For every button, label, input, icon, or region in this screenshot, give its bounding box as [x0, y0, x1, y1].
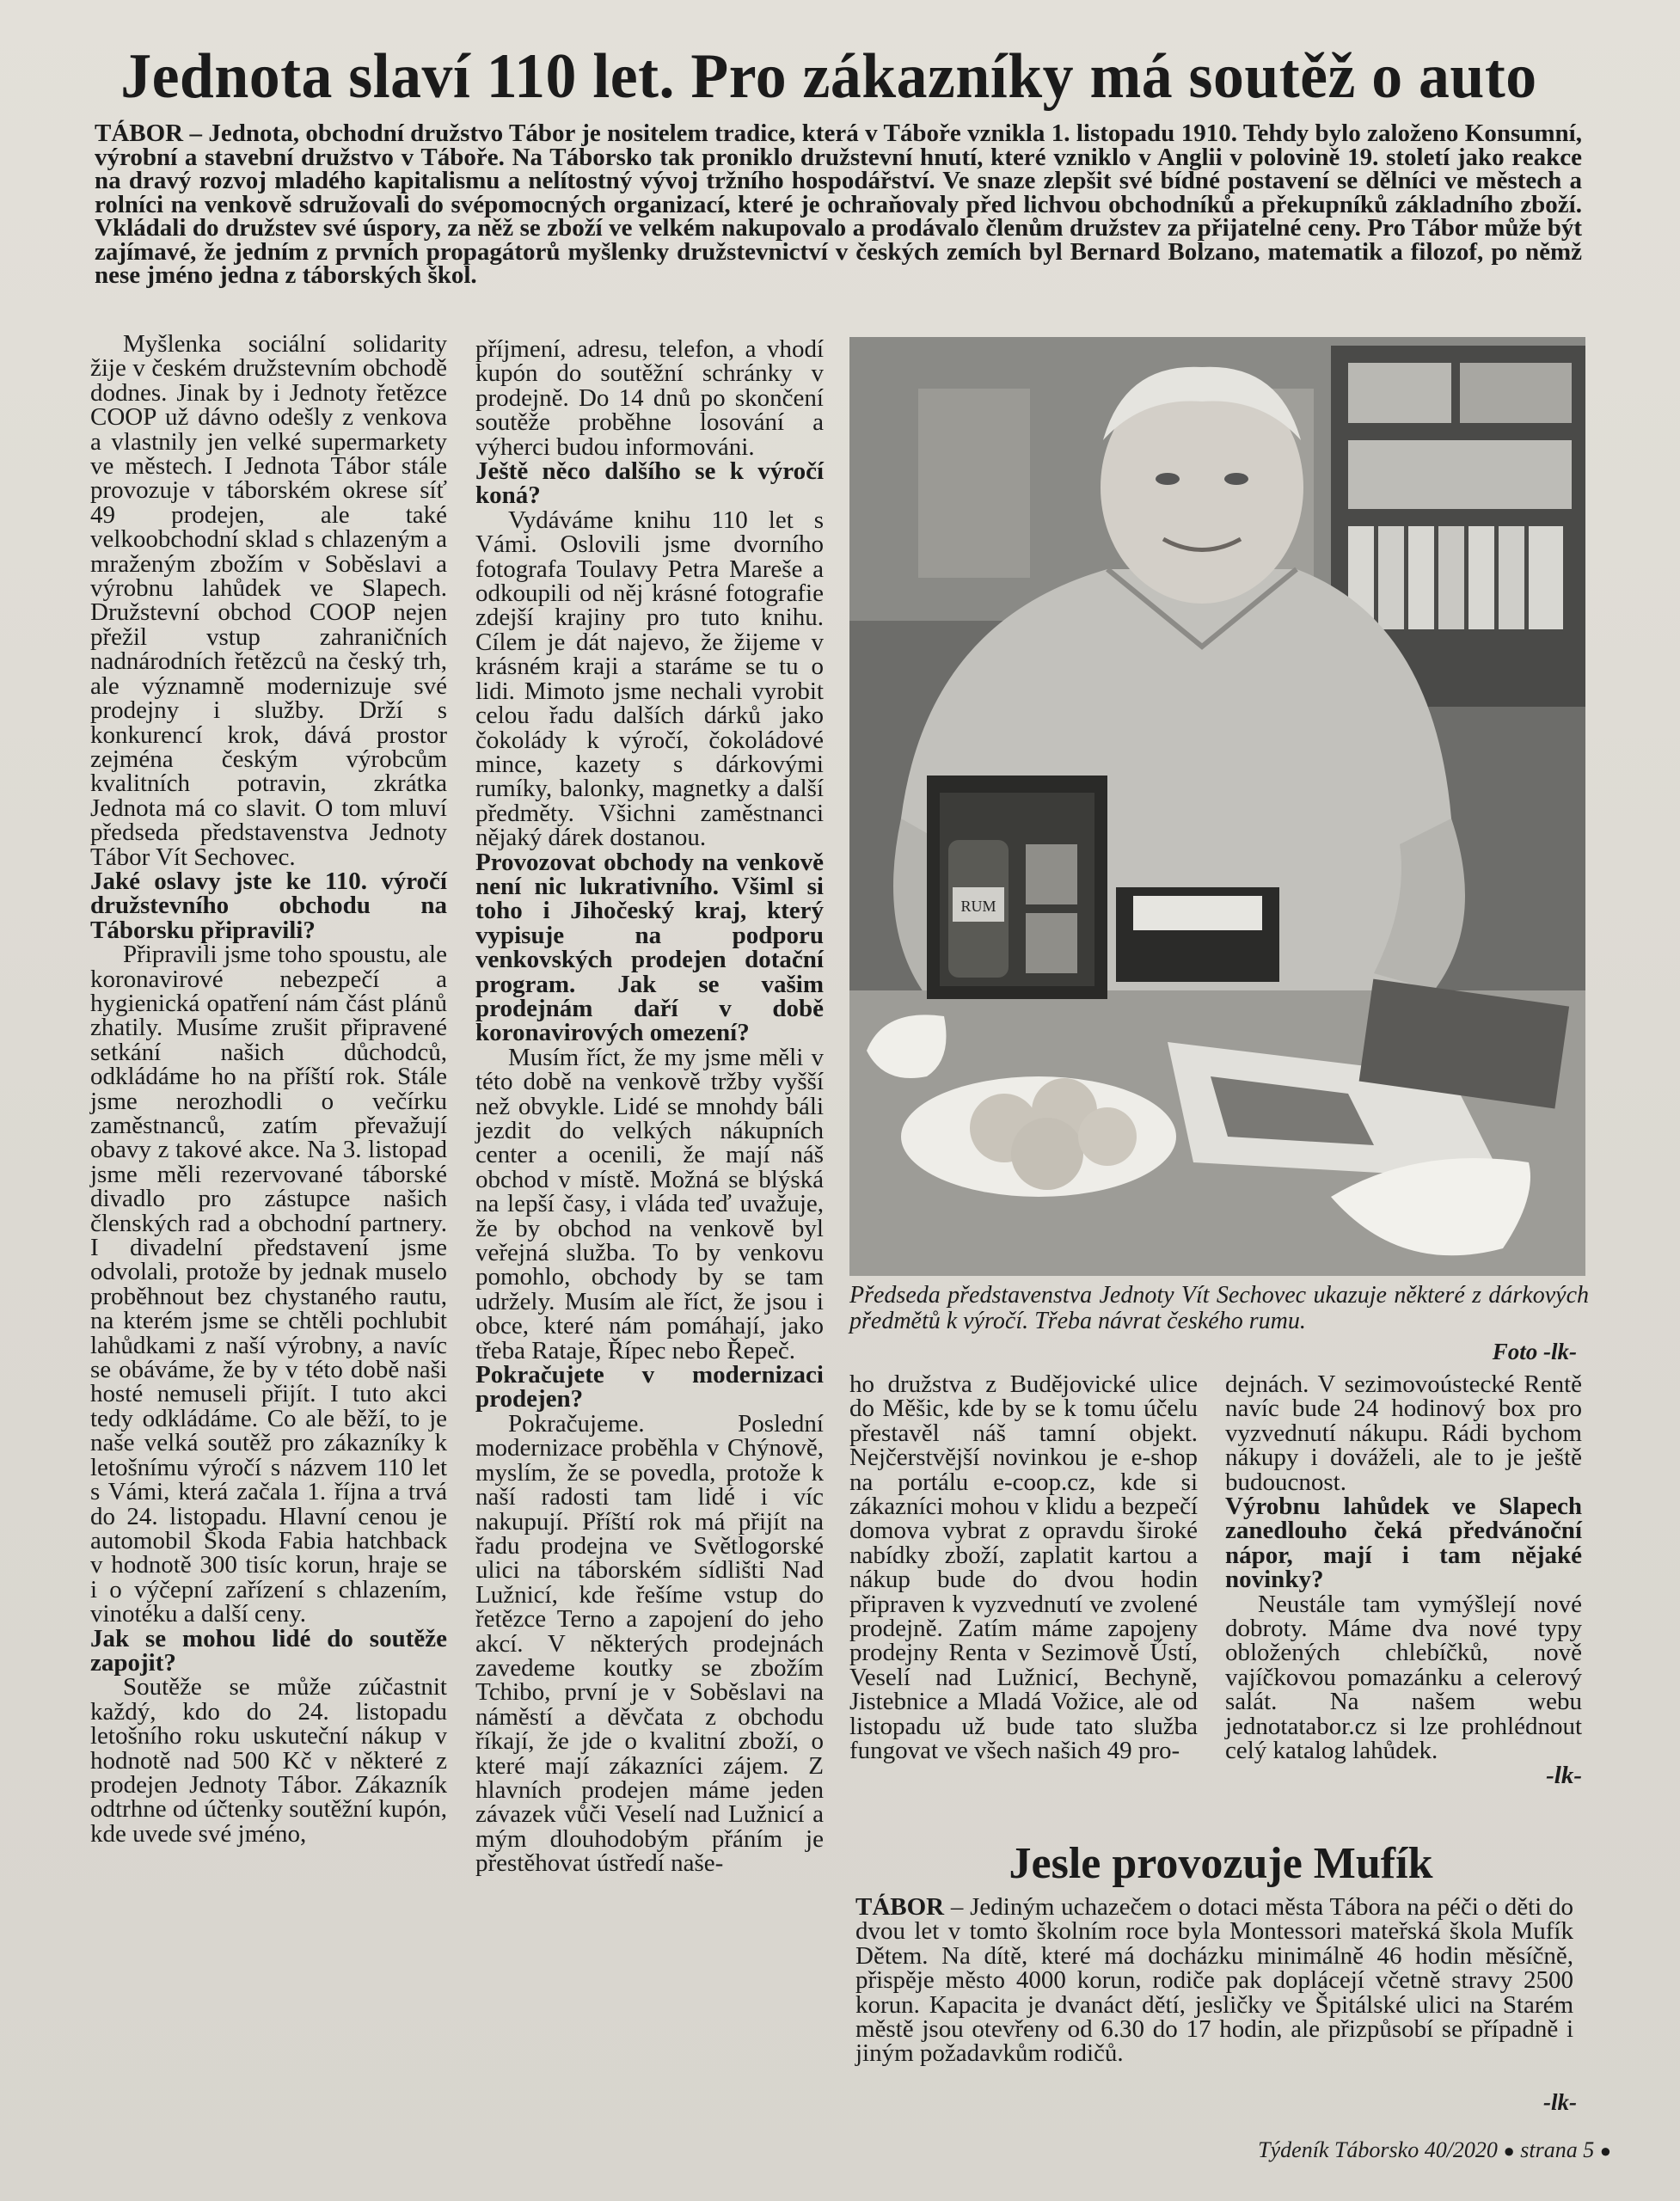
article-photo: [849, 337, 1585, 1276]
article-paragraph: dejnách. V sezimovoústecké Rentě navíc bude 24 hodinový box pro vyzvednutí nákupu. Rádi bychom nákupy i dováželi, ale to je ještě budoucnost.: [1225, 1370, 1582, 1496]
article-paragraph: Myšlenka sociální solidarity žije v českém družstevním obchodě dodnes. Jinak by i Jednoty řetězce COOP už dávno odešly z venkova a vlastnily jen velké supermarkety ve městech. I Jednota Tábor stále provozuje v táborském okrese síť 49 prodejen, ale také velkoobchodní sklad s chlazeným a mraženým zbožím v Soběslavi a výrobnu lahůdek ve Slapech. Družstevní obchod COOP nejen přežil vstup zahraničních nadnárodních řetězců na český trh, ale významně modernizuje své prodejny i služby. Drží s konkurencí krok, dává prostor zejména českým výrobcům kvalitních potravin, zkrátka Jednota má co slavit. O tom mluví předseda představenstva Jednoty Tábor Vít Sechovec.: [90, 330, 447, 871]
article-lead: TÁBOR – Jednota, obchodní družstvo Tábor je nositelem tradice, která v Táboře vznikla 1. listopadu 1910. Tehdy bylo založeno Konsumní, výrobní a stavební družstvo v Táboře. Na Táborsko tak proniklo družstevní hnutí, které vzniklo v Anglii v polovině 19. století jako reakce na dravý rozvoj mladého kapitalismu a nelítostný vývoj tržního hospodářství. Ve snaze zlepšit své bídné postavení se dělníci ve městech a rolníci na venkově sdružovali do svépomocných organizací, které je ochraňovaly před lichvou obchodníků a překupníků základního zboží. Vkládali do družstev své úspory, za něž se zboží ve velkém nakupovalo a prodávalo členům družstev za přijatelné ceny. Pro Tábor může být zajímavé, že jedním z prvních propagátorů myšlenky družstevnictví v českých zemích byl Bernard Bolzano, matematik a filozof, po němž nese jméno jedna z táborských škol.: [95, 120, 1582, 289]
article-paragraph: Musím říct, že my jsme měli v této době na venkově tržby vyšší než obvykle. Lidé se mnohdy báli jezdit do velkých nákupních center a ocenili, že mají náš obchod v místě. Možná se blýská na lepší časy, i vláda teď uvažuje, že by obchod na venkově byl veřejná služba. To by venkovu pomohlo, obchody by se tam udržely. Musím ale říct, že jsou i obce, které nám pomáhají, jako třeba Rataje, Řípec nebo Řepeč.: [475, 1043, 824, 1364]
photo-illustration: [849, 337, 1585, 1276]
short-article-text: – Jediným uchazečem o dotaci města Tábora na péči o děti do dvou let v tomto školním roce byla Montessori mateřská škola Mufík Dětem. Na dítě, které má docházku minimálně 46 hodin měsíčně, přispěje město 4000 korun, rodiče pak doplácejí včetně stravy 2500 korun. Kapacita je dvanáct dětí, jesličky ve Špitálské ulici na Starém městě jsou otevřeny od 6.30 do 17 hodin, ale přizpůsobí se případně i jiným požadavkům rodičů.: [855, 1893, 1573, 2068]
page-number: strana 5: [1520, 2137, 1595, 2162]
short-article-headline: Jesle provozuje Mufík: [1009, 1839, 1433, 1888]
interview-question: Ještě něco dalšího se k výročí koná?: [475, 457, 824, 510]
interview-question: Pokračujete v modernizaci prodejen?: [475, 1361, 824, 1413]
column-3: [849, 1372, 1198, 1763]
column-4: [1225, 1372, 1582, 1787]
interview-question: Jaké oslavy jste ke 110. výročí družstevního obchodu na Táborsku připravili?: [90, 867, 447, 944]
article-paragraph: ho družstva z Budějovické ulice do Měšic, kde by se k tomu účelu přestavěl náš tamní objekt. Nejčerstvější novinkou je e-shop na portálu e-coop.cz, kde si zákazníci mohou v klidu a bezpečí domova vybrat z opravdu široké nabídky zboží, zaplatit kartou a nákup bude do dvou hodin připraven k vyzvednutí ve zvolené prodejně. Zatím máme zapojeny prodejny Renta v Sezimově Ústí, Veselí nad Lužnicí, Bechyně, Jistebnice a Mladá Vožice, ale od listopadu už bude tato služba fungovat ve všech našich 49 pro-: [849, 1370, 1198, 1765]
interview-question: Jak se mohou lidé do soutěže zapojit?: [90, 1624, 447, 1677]
photo-caption: Předseda představenstva Jednoty Vít Sechovec ukazuje některé z dárkových předmětů k výročí. Třeba návrat českého rumu.: [849, 1282, 1589, 1334]
article-paragraph: Vydáváme knihu 110 let s Vámi. Oslovili jsme dvorního fotografa Toulavy Petra Mareše a odkoupili od něj krásné fotografie zdejší krajiny pro tuto knihu. Cílem je dát najevo, že žijeme v krásném kraji a staráme se tu o lidi. Mimoto jsme nechali vyrobit celou řadu dalších dárků jako čokolády k výročí, čokoládové mince, kazety s dárkovými rumíky, balonky, magnetky a další předměty. Všichni zaměstnanci nějaký dárek dostanou.: [475, 506, 824, 852]
column-2: [475, 337, 824, 1876]
article-paragraph: Připravili jsme toho spoustu, ale koronavirové nebezpečí a hygienická opatření nám část plánů zhatily. Musíme zrušit připravené setkání našich důchodců, odkládáme ho na příští rok. Stále jsme nerozhodli o večírku zaměstnanců, zatím převažují obavy z takové akce. Na 3. listopad jsme měli rezervované táborské divadlo pro zástupce našich členských rad a obchodní partnery. I divadelní představení jsme odvolali, protože by jednak muselo proběhnout bez chystaného rautu, na kterém jsme se chtěli pochlubit lahůdkami z naší výrobny, a navíc se obáváme, že by v této době naši hosté nemuseli přijít. I tuto akci tedy odkládáme. Co ale běží, to je naše velká soutěž pro zákazníky k letošnímu výročí s názvem 110 let s Vámi, která začala 1. října a trvá do 24. listopadu. Hlavní cenou je automobil Škoda Fabia hatchback v hodnotě 300 tisíc korun, hraje se i o výčepní zařízení s chlazením, vinotéku a další ceny.: [90, 941, 447, 1628]
short-article-body: [855, 1895, 1573, 2066]
interview-question: Výrobnu lahůdek ve Slapech zanedlouho čeká předvánoční nápor, mají i tam nějaké novinky?: [1225, 1493, 1582, 1594]
article-paragraph: příjmení, adresu, telefon, a vhodí kupón do soutěžní schránky v prodejně. Do 14 dnů po skončení soutěže proběhne losování a výherci budou informováni.: [475, 335, 824, 461]
column-1: [90, 332, 447, 1846]
article-paragraph: Neustále tam vymýšlejí nové dobroty. Máme dva nové typy obložených chlebíčků, nově vajíčkovou pomazánku a celerový salát. Na našem webu jednotatabor.cz si lze prohlédnout celý katalog lahůdek.: [1225, 1590, 1582, 1765]
photo-credit: Foto -lk-: [1492, 1339, 1577, 1364]
article-paragraph: Soutěže se může zúčastnit každý, kdo do 24. listopadu letošního roku uskuteční nákup v hodnotě nad 500 Kč v některé z prodejen Jednoty Tábor. Zákazník odtrhne od účtenky soutěžní kupón, kde uvede své jméno,: [90, 1673, 447, 1848]
rum-label: RUM: [960, 898, 996, 915]
publication-name: Týdeník Táborsko 40/2020: [1258, 2137, 1498, 2162]
article-headline: Jednota slaví 110 let. Pro zákazníky má soutěž o auto: [120, 41, 1537, 112]
page-footer: [1258, 2137, 1611, 2163]
author-sign: -lk-: [1546, 1761, 1582, 1789]
article-paragraph: Pokračujeme. Poslední modernizace proběhla v Chýnově, myslím, že se povedla, protože k naší radosti tam lidé i víc nakupují. Příští rok má přijít na řadu prodejna ve Světlogorské ulici na táborském sídlišti Nad Lužnicí, kde řešíme vstup do řetězce Terno a zapojení do jeho akcí. V některých prodejnách zavedeme koutky se zbožím Tchibo, první je v Soběslavi na náměstí a děvčata z obchodu říkají, že jde o kvalitní zboží, o které mají zákazníci zájem. Z hlavních prodejen máme jeden závazek vůči Veselí nad Lužnicí a mým dlouhodobým přáním je přestěhovat ústředí naše-: [475, 1409, 824, 1878]
bullet-icon: ●: [1503, 2140, 1515, 2161]
bullet-icon: ●: [1599, 2140, 1611, 2161]
short-article-sign: -lk-: [1543, 2089, 1577, 2115]
interview-question: Provozovat obchody na venkově není nic lukrativního. Všiml si toho i Jihočeský kraj, který vypisuje na podporu venkovských prodejen dotační program. Jak se vašim prodejnám daří v době koronavirových omezení?: [475, 848, 824, 1047]
short-article-city: TÁBOR: [855, 1893, 945, 1921]
